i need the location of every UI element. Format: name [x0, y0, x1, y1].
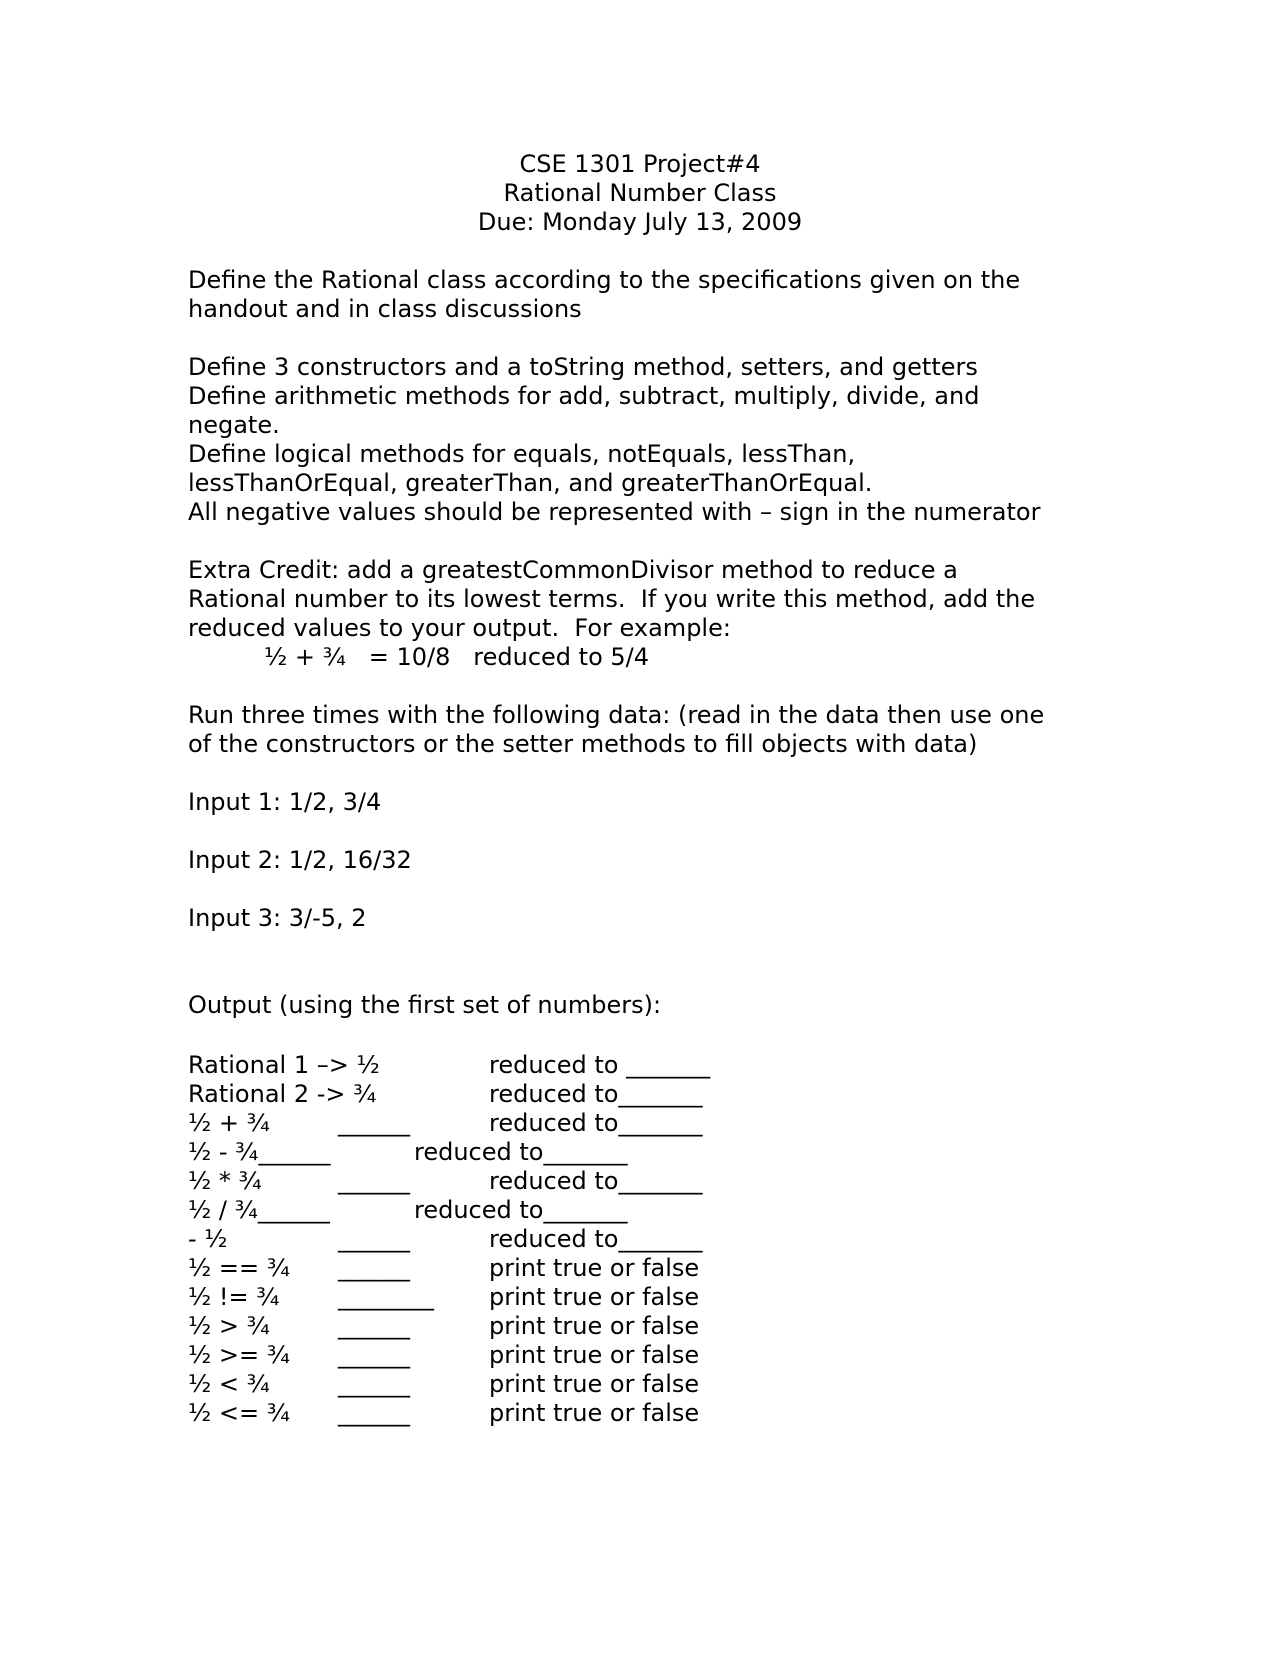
output-expression: ½ != ¾ [188, 1283, 280, 1311]
output-note: reduced to_______ [489, 1225, 703, 1253]
output-note: reduced to_______ [414, 1196, 628, 1224]
requirement-line: Define arithmetic methods for add, subtract, multiply, divide, and [188, 382, 980, 410]
requirement-line: Define 3 constructors and a toString method, setters, and getters [188, 353, 978, 381]
output-note: reduced to_______ [489, 1109, 703, 1137]
output-expression: ½ - ¾______ [188, 1138, 331, 1166]
answer-blank: ______ [338, 1109, 410, 1137]
title-block [0, 150, 1280, 237]
extra-credit-line: Rational number to its lowest terms. If you write this method, add the [188, 585, 1036, 613]
output-expression: ½ <= ¾ [188, 1399, 290, 1427]
output-row [188, 1225, 1088, 1254]
output-expression: - ½ [188, 1225, 228, 1253]
output-note: print true or false [489, 1283, 700, 1311]
due-date: Due: Monday July 13, 2009 [477, 208, 803, 236]
output-note: reduced to _______ [489, 1051, 711, 1079]
output-note: print true or false [489, 1370, 700, 1398]
output-row [188, 1109, 1088, 1138]
intro-line: Define the Rational class according to the specifications given on the [188, 266, 1021, 294]
output-note: reduced to_______ [489, 1080, 703, 1108]
output-expression: Rational 1 –> ½ [188, 1051, 380, 1079]
input-line: Input 2: 1/2, 16/32 [188, 846, 412, 874]
output-row [188, 1167, 1088, 1196]
output-row [188, 1283, 1088, 1312]
intro-line: handout and in class discussions [188, 295, 582, 323]
input-line: Input 3: 3/-5, 2 [188, 904, 367, 932]
output-expression: ½ * ¾ [188, 1167, 262, 1195]
course-title: CSE 1301 Project#4 [519, 150, 761, 178]
answer-blank: ______ [338, 1312, 410, 1340]
answer-blank: ______ [338, 1167, 410, 1195]
requirement-line: negate. [188, 411, 280, 439]
output-row [188, 1051, 1088, 1080]
output-expression: ½ < ¾ [188, 1370, 270, 1398]
answer-blank: ______ [338, 1399, 410, 1427]
requirement-line: Define logical methods for equals, notEquals, lessThan, [188, 440, 856, 468]
output-note: print true or false [489, 1254, 700, 1282]
document-body [188, 266, 1188, 1020]
output-expression: ½ == ¾ [188, 1254, 290, 1282]
output-heading: Output (using the first set of numbers): [188, 991, 662, 1019]
answer-blank: ________ [338, 1283, 434, 1311]
output-row [188, 1080, 1088, 1109]
output-expression: ½ / ¾______ [188, 1196, 330, 1224]
project-title: Rational Number Class [503, 179, 777, 207]
answer-blank: ______ [338, 1225, 410, 1253]
requirement-line: All negative values should be represented with – sign in the numerator [188, 498, 1041, 526]
output-expression: Rational 2 -> ¾ [188, 1080, 377, 1108]
output-note: print true or false [489, 1312, 700, 1340]
answer-blank: ______ [338, 1341, 410, 1369]
extra-credit-line: Extra Credit: add a greatestCommonDivisor method to reduce a [188, 556, 958, 584]
output-row [188, 1254, 1088, 1283]
output-row [188, 1138, 1088, 1167]
output-expression: ½ >= ¾ [188, 1341, 290, 1369]
answer-blank: ______ [338, 1254, 410, 1282]
output-row [188, 1399, 1088, 1428]
output-note: reduced to_______ [414, 1138, 628, 1166]
output-row [188, 1370, 1088, 1399]
answer-blank: ______ [338, 1370, 410, 1398]
output-note: print true or false [489, 1399, 700, 1427]
output-table [188, 1051, 1088, 1428]
output-row [188, 1196, 1088, 1225]
input-line: Input 1: 1/2, 3/4 [188, 788, 382, 816]
extra-credit-line: reduced values to your output. For example: [188, 614, 731, 642]
run-line: of the constructors or the setter methods to fill objects with data) [188, 730, 978, 758]
output-note: reduced to_______ [489, 1167, 703, 1195]
output-note: print true or false [489, 1341, 700, 1369]
example-line: ½ + ¾ = 10/8 reduced to 5/4 [264, 643, 650, 671]
output-row [188, 1312, 1088, 1341]
output-expression: ½ > ¾ [188, 1312, 270, 1340]
output-row [188, 1341, 1088, 1370]
requirement-line: lessThanOrEqual, greaterThan, and greaterThanOrEqual. [188, 469, 873, 497]
run-line: Run three times with the following data: (read in the data then use one [188, 701, 1045, 729]
output-expression: ½ + ¾ [188, 1109, 270, 1137]
